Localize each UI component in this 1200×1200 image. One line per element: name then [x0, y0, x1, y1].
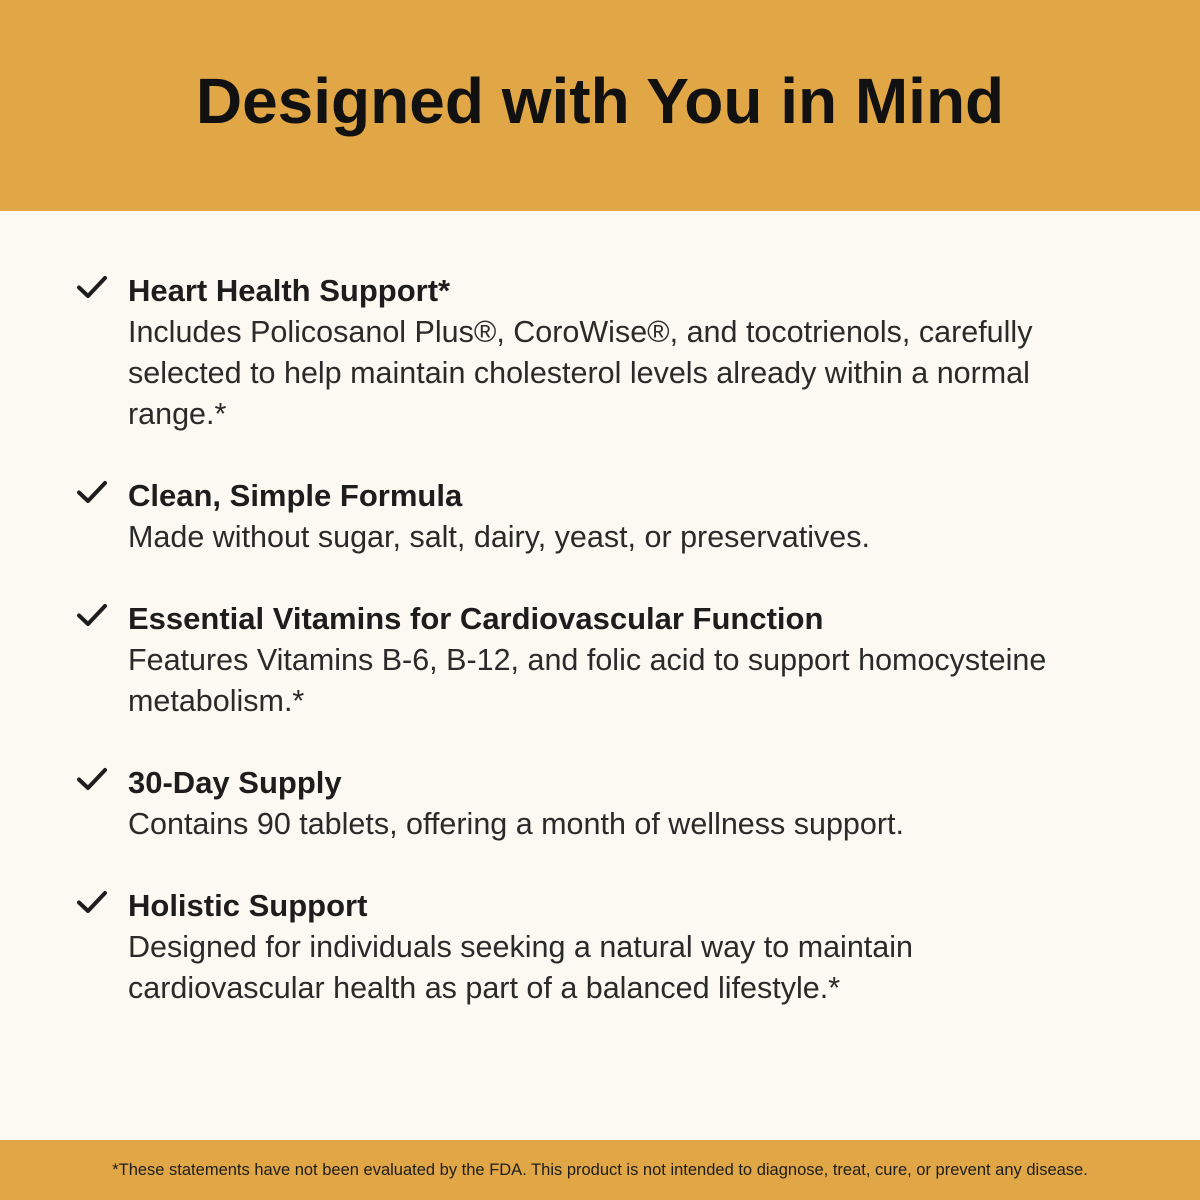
feature-description-line: selected to help maintain cholesterol levels already within a normal: [128, 356, 1030, 390]
feature-title: Heart Health Support*: [128, 273, 451, 308]
feature-body: [128, 272, 1148, 435]
page-title: Designed with You in Mind: [195, 64, 1005, 137]
feature-body: [128, 887, 1148, 1009]
feature-description: [128, 804, 1148, 845]
feature-body: [128, 477, 1148, 558]
feature-title: Clean, Simple Formula: [128, 478, 463, 513]
check-icon: [76, 602, 108, 628]
feature-title: Holistic Support: [128, 888, 368, 923]
feature-body: [128, 764, 1148, 845]
feature-description: [128, 517, 1148, 558]
feature-description-line: cardiovascular health as part of a balanced lifestyle.*: [128, 971, 841, 1005]
fda-disclaimer: *These statements have not been evaluated by the FDA. This product is not intended to diagnose, treat, cure, or prevent any disease.: [112, 1160, 1088, 1179]
feature-description: [128, 640, 1148, 722]
feature-description-line: metabolism.*: [128, 684, 305, 718]
check-icon: [76, 479, 108, 505]
feature-description-line: Made without sugar, salt, dairy, yeast, or preservatives.: [128, 520, 870, 554]
feature-title: 30-Day Supply: [128, 765, 342, 800]
footer-banner: [0, 1140, 1200, 1200]
feature-description-line: Includes Policosanol Plus®, CoroWise®, and tocotrienols, carefully: [128, 315, 1033, 349]
check-icon: [76, 766, 108, 792]
feature-description-line: Designed for individuals seeking a natural way to maintain: [128, 930, 913, 964]
feature-description: [128, 927, 1148, 1009]
feature-description-line: range.*: [128, 397, 227, 431]
check-icon: [76, 274, 108, 300]
feature-description-line: Contains 90 tablets, offering a month of wellness support.: [128, 807, 904, 841]
check-icon: [76, 889, 108, 915]
feature-description: [128, 312, 1148, 435]
feature-title: Essential Vitamins for Cardiovascular Function: [128, 601, 824, 636]
feature-description-line: Features Vitamins B-6, B-12, and folic acid to support homocysteine: [128, 643, 1047, 677]
feature-body: [128, 600, 1148, 722]
